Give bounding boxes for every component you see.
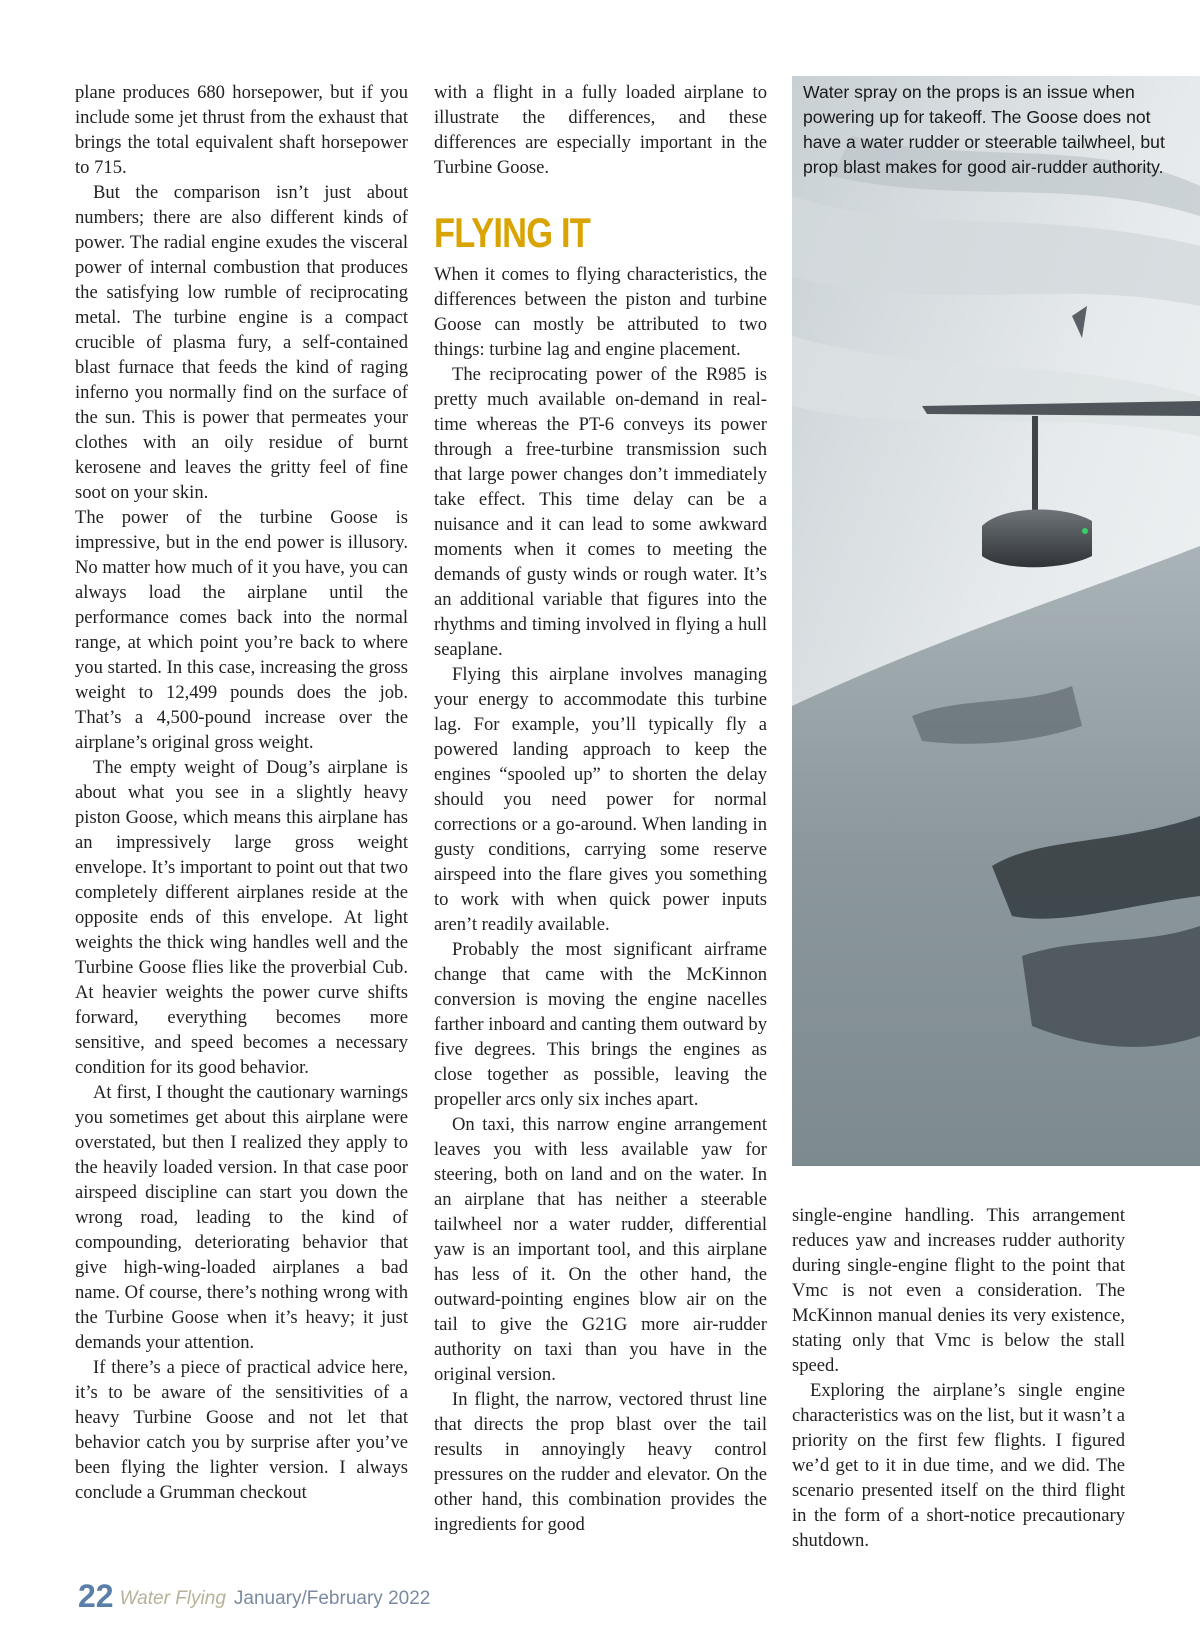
paragraph: When it comes to flying characteristics, the differences between the piston and turbine Goose can mostly be attributed to two things: turbine lag and engine placement. xyxy=(434,264,767,360)
photo-caption: Water spray on the props is an issue when powering up for takeoff. The Goose does not have a water rudder or steerable tailwheel, but prop blast makes for good air-rudder authority. xyxy=(803,82,1165,177)
nav-light xyxy=(1082,528,1088,534)
paragraph: The empty weight of Doug’s airplane is about what you see in a slightly heavy piston Goose, which means this airplane has an impressively large gross weight envelope. It’s important to point out that two completely different airplanes reside at the opposite ends of this envelope. At light weights the thick wing handles well and the Turbine Goose flies like the proverbial Cub. At heavier weights the power curve shifts forward, everything becomes more sensitive, and speed becomes a necessary condition for its good behavior. xyxy=(75,757,408,1078)
paragraph: On taxi, this narrow engine arrangement leaves you with less available yaw for steering, both on land and on the water. In an airplane that has neither a steerable tailwheel nor a water rudder, differential yaw is an important tool, and this airplane has less of it. On the other hand, the outward-pointing engines blow air on the tail to give the G21G more air-rudder authority on taxi than you have in the original version. xyxy=(434,1114,767,1385)
paragraph: But the comparison isn’t just about numbers; there are also different kinds of power. The radial engine exudes the visceral power of internal combustion that produces the satisfying low rumble of reciprocating metal. The turbine engine is a compact crucible of plasma fury, a self-contained blast furnace that feeds the kind of raging inferno you normally find on the surface of the sun. This is power that permeates your clothes with an oily residue of burnt kerosene and leaves the gritty feel of fine soot on your skin. xyxy=(75,182,408,503)
section-heading: FLYING IT xyxy=(434,209,590,256)
paragraph: Flying this airplane involves managing your energy to accommodate this turbine lag. For example, you’ll typically fly a powered landing approach to keep the engines “spooled up” to shorten the delay should you need power for normal corrections or a go-around. When landing in gusty conditions, carrying some reserve airspeed into the flare gives you something to work with when quick power inputs aren’t readily available. xyxy=(434,664,767,935)
paragraph: The power of the turbine Goose is impressive, but in the end power is illusory. No matter how much of it you have, you can always load the airplane until the performance comes back into the normal range, at which point you’re back to where you started. In this case, increasing the gross weight to 12,499 pounds does the job. That’s a 4,500-pound increase over the airplane’s original gross weight. xyxy=(75,507,408,753)
paragraph: plane produces 680 horsepower, but if you include some jet thrust from the exhaust that brings the total equivalent shaft horsepower to 715. xyxy=(75,82,408,178)
paragraph: single-engine handling. This arrangement reduces yaw and increases rudder authority during single-engine flight to the point that Vmc is not even a consideration. The McKinnon manual denies its very existence, stating only that Vmc is below the stall speed. xyxy=(792,1205,1125,1376)
paragraph: In flight, the narrow, vectored thrust line that directs the prop blast over the tail results in annoyingly heavy control pressures on the rudder and elevator. On the other hand, this combination provides the ingredients for good xyxy=(434,1389,767,1535)
page-footer xyxy=(78,1578,430,1615)
article-column-3 xyxy=(792,1203,1125,1553)
magazine-name: Water Flying xyxy=(119,1588,226,1609)
seaplane-photo xyxy=(792,76,1200,1166)
issue-date: January/February 2022 xyxy=(233,1588,431,1609)
engine-nacelle xyxy=(982,510,1092,568)
wing-strut xyxy=(1032,416,1038,516)
paragraph: with a flight in a fully loaded airplane to illustrate the differences, and these differences are especially important in the Turbine Goose. xyxy=(434,82,767,178)
paragraph: If there’s a piece of practical advice here, it’s to be aware of the sensitivities of a heavy Turbine Goose and not let that behavior catch you by surprise after you’ve been flying the lighter version. I always conclude a Grumman checkout xyxy=(75,1357,408,1503)
article-column-2 xyxy=(434,80,767,1537)
paragraph: Probably the most significant airframe change that came with the McKinnon conversion is moving the engine nacelles farther inboard and canting them outward by five degrees. This brings the engines as close together as possible, leaving the propeller arcs only six inches apart. xyxy=(434,939,767,1110)
paragraph: Exploring the airplane’s single engine characteristics was on the list, but it wasn’t a priority on the first few flights. I figured we’d get to it in due time, and we did. The scenario presented itself on the third flight in the form of a short-notice precautionary shutdown. xyxy=(792,1380,1125,1551)
paragraph: At first, I thought the cautionary warnings you sometimes get about this airplane were overstated, but then I realized they apply to the heavily loaded version. In that case poor airspeed discipline can start you down the wrong road, leading to the kind of compounding, deteriorating behavior that give high-wing-loaded airplanes a bad name. Of course, there’s nothing wrong with the Turbine Goose when it’s heavy; it just demands your attention. xyxy=(75,1082,408,1353)
article-column-1 xyxy=(75,80,408,1505)
page-number: 22 xyxy=(78,1578,114,1614)
paragraph: The reciprocating power of the R985 is pretty much available on-demand in real-time whereas the PT-6 conveys its power through a free-turbine transmission such that large power changes don’t immediately take effect. This time delay can be a nuisance and it can lead to some awkward moments when it comes to meeting the demands of gusty winds or rough water. It’s an additional variable that figures into the rhythms and timing involved in flying a hull seaplane. xyxy=(434,364,767,660)
